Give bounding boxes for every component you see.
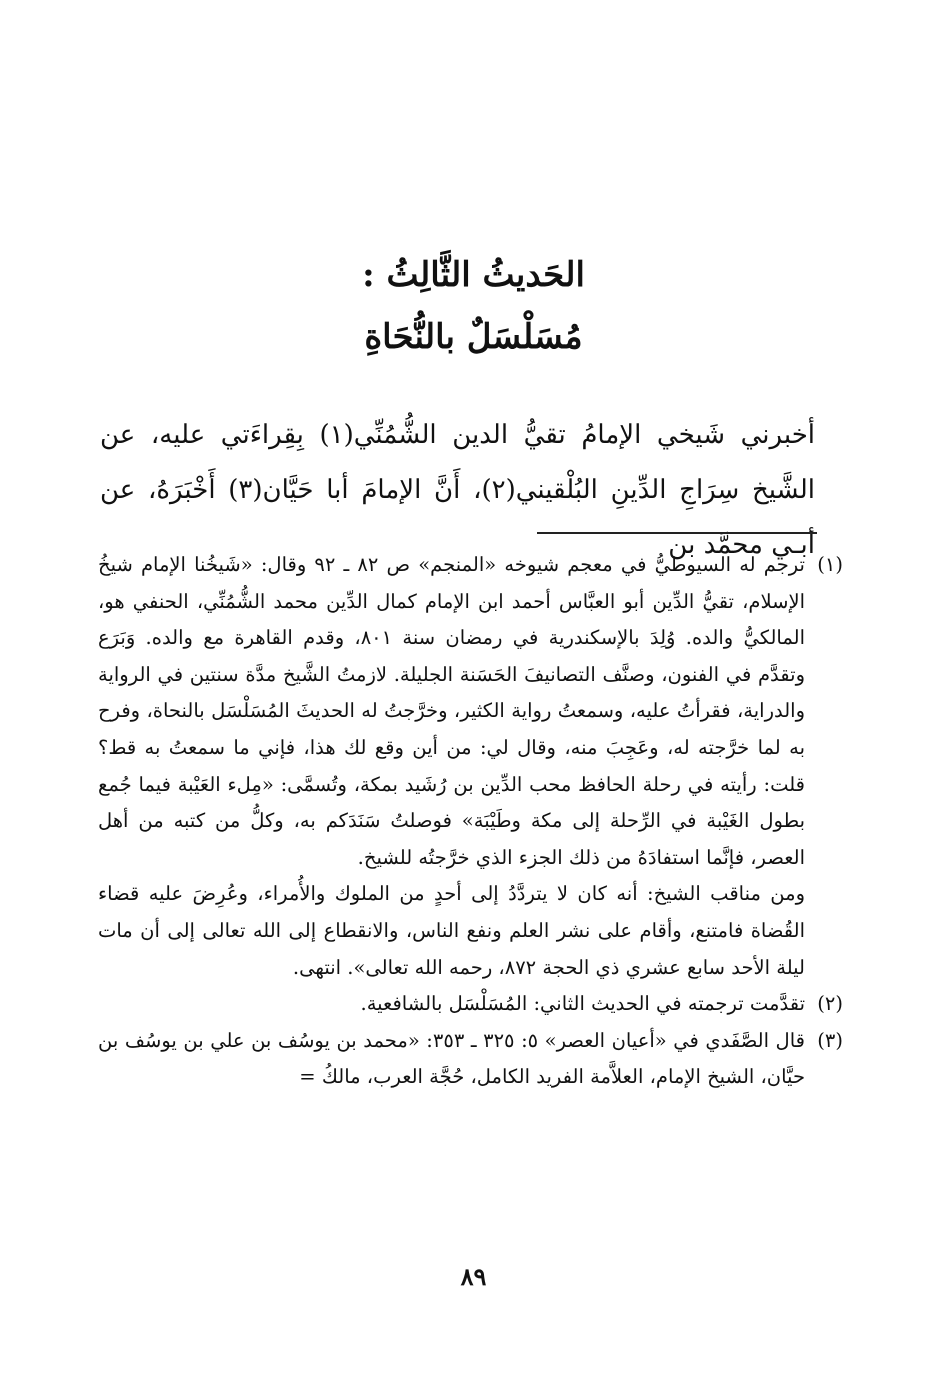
footnote-paragraph: تقدَّمت ترجمته في الحديث الثاني: المُسَلْسَل بالشافعية. xyxy=(360,992,805,1016)
footnote-body xyxy=(98,1023,805,1096)
footnote-body xyxy=(98,547,805,986)
footnote-marker: (٢) xyxy=(817,992,843,1016)
footnote-paragraph: قال الصَّفَدي في «أعيان العصر» ٥: ٣٢٥ ـ ٣٥٣: «محمد بن يوسُف بن علي بن يوسُف بن حيَّان، الشيخ الإمام، العلاَّمة الفريد الكامل، حُجَّة العرب، مالكُ = xyxy=(98,1028,805,1089)
page-number: ٨٩ xyxy=(460,1262,487,1291)
footnote-1 xyxy=(98,547,843,986)
heading-line-1: الحَديثُ الثَّالِثُ : xyxy=(362,255,585,295)
footnote-2 xyxy=(98,986,843,1023)
footnote-marker: (١) xyxy=(817,553,843,576)
main-paragraph: أخبرني شَيخي الإمامُ تقيُّ الدين الشُّمُنِّي(١) بِقِراءَتي عليه، عن الشَّيخ سِرَاجِ الدِّينِ البُلْقيني(٢)، أَنَّ الإمامَ أبا حَيَّان(٣) أَخْبَرَهُ، عن أبـي محمَّد بن xyxy=(100,420,815,560)
footnotes xyxy=(98,547,843,1096)
footnote-marker: (٣) xyxy=(817,1028,843,1052)
footnote-3 xyxy=(98,1023,843,1096)
footnote-paragraph: ومن مناقب الشيخ: أنه كان لا يتردَّدُ إلى أحدٍ من الملوك والأُمراء، وعُرِضَ عليه قضاء القُضاة فامتنع، وأقام على نشر العلم ونفع الناس، والانقطاع إلى الله تعالى إلى أن مات ليلة الأحد سابع عشري ذي الحجة ٨٧٢، رحمه الله تعالى». انتهى. xyxy=(98,882,805,979)
footnote-separator xyxy=(537,532,817,534)
footnote-paragraph: ترجم له السيوطيُّ في معجم شيوخه «المنجم» ص ٨٢ ـ ٩٢ وقال: «شَيخُنا الإمام شيخُ الإسلام، تقيُّ الدِّين أبو العبَّاس أحمد ابن الإمام كمال الدِّين محمد الشُّمُنِّي، الحنفي هو، المالكيُّ والده. وُلِدَ بالإسكندرية في رمضان سنة ٨٠١، وقدم القاهرة مع والده. وَبَرَع وتقدَّم في الفنون، وصنَّف التصانيفَ الحَسَنة الجليلة. لازمتُ الشَّيخ مدَّة سنتين في الرواية والدراية، فقرأتُ عليه، وسمعتُ رواية الكثير، وخرَّجتُ له الحديثَ المُسَلْسَل بالنحاة، وفرح به لما خرَّجته له، وعَجِبَ منه، وقال لي: من أين وقع لك هذا، فإني ما سمعتُ به قط؟ قلت: رأيته في رحلة الحافظ محب الدِّين بن رُشَيد بمكة، وتُسمَّى: «مِلء العَيْبة فيما جُمع بطول الغَيْبة في الرِّحلة إلى مكة وطَيْبَة» فوصلتُ سَنَدَكم به، وكلُّ من كتبه من أهل العصر، فإنَّما استفادَهُ من ذلك الجزء الذي خرَّجتُه للشيخ. xyxy=(98,553,806,869)
heading-line-2: مُسَلْسَلٌ بالنُّحَاةِ xyxy=(364,317,583,357)
chapter-heading xyxy=(0,244,947,368)
footnote-body xyxy=(98,986,805,1023)
